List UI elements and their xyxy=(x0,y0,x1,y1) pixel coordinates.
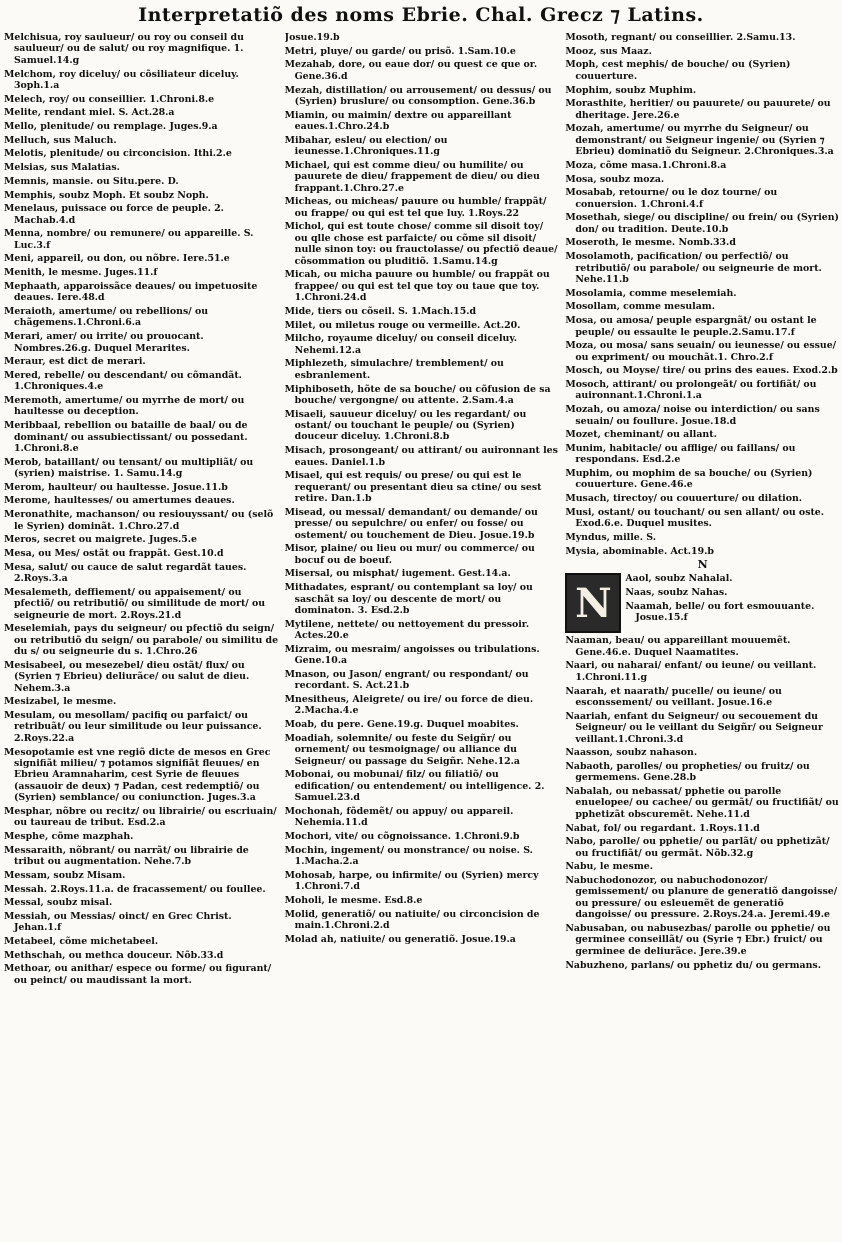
glossary-entry: Nabat, fol/ ou regardant. 1.Roys.11.d xyxy=(565,822,760,834)
glossary-entry: Mozet, cheminant/ ou allant. xyxy=(565,429,717,441)
glossary-entry: Meselemiah, pays du seigneur/ ou pfectiõ du seign/ ou retributiõ du seign/ ou parabole/ ou similitu de du s/ ou seigneurie du s. 1.Chro.26 xyxy=(4,623,279,658)
glossary-entry: Melluch, sus Maluch. xyxy=(4,134,117,146)
text-columns xyxy=(4,32,840,1238)
glossary-entry: Mosethah, siege/ ou discipline/ ou frein/ ou (Syrien) don/ ou tradition. Deute.10.b xyxy=(565,212,839,235)
column-3-entries xyxy=(565,32,840,557)
glossary-entry: Mesalemeth, deffiement/ ou appaisement/ ou pfectiõ/ ou retributiõ/ ou similitude de mort/ ou seigneurie de mort. 2.Roys.21.d xyxy=(4,586,266,621)
glossary-entry: Misead, ou messal/ demandant/ ou demande/ ou presse/ ou sepulchre/ ou enfer/ ou fosse/ ou ostement/ ou touchement de Dieu. Josue.19.b xyxy=(284,506,538,541)
glossary-entry: Moph, cest mephis/ de bouche/ ou (Syrien) couuerture. xyxy=(565,59,791,82)
glossary-entry: Metabeel, cõme michetabeel. xyxy=(4,936,159,948)
glossary-entry: Mochonah, fõdemẽt/ ou appuy/ ou appareil. Nehemia.11.d xyxy=(284,805,514,829)
glossary-entry: Aaol, soubz Nahalal. xyxy=(625,573,733,585)
glossary-entry: Mochin, ingement/ ou monstrance/ ou noise. S. 1.Macha.2.a xyxy=(284,844,533,868)
glossary-entry: Meraur, est dict de merari. xyxy=(4,356,146,368)
glossary-entry: Meremoth, amertume/ ou myrrhe de mort/ ou haultesse ou deception. xyxy=(4,395,245,418)
glossary-entry: Mithadates, esprant/ ou contemplant sa loy/ ou saschãt sa loy/ ou descente de mort/ ou dominaton. 3. Esd.2.b xyxy=(284,582,533,616)
glossary-entry: Mezahab, dore, ou eaue dor/ ou quest ce que or. Gene.36.d xyxy=(284,59,538,82)
glossary-entry: Mosch, ou Moyse/ tire/ ou prins des eaues. Exod.2.b xyxy=(565,365,838,377)
glossary-entry: Misach, prosongeant/ ou attirant/ ou auironnant les eaues. Daniel.1.b xyxy=(284,445,558,468)
glossary-entry: Melech, roy/ ou conseillier. 1.Chroni.8.e xyxy=(4,93,215,105)
glossary-entry: Meni, appareil, ou don, ou nõbre. Iere.51.e xyxy=(4,253,230,265)
glossary-entry: Naari, ou naharai/ enfant/ ou ieune/ ou veillant. 1.Chroni.11.g xyxy=(565,660,817,683)
glossary-entry: Myndus, mille. S. xyxy=(565,531,656,543)
glossary-entry: Mesulam, ou mesollam/ pacifiq ou parfaict/ ou retribuãt/ ou leur similitude ou leur puissance. 2.Roys.22.a xyxy=(4,710,262,744)
glossary-entry: Mophim, soubz Muphim. xyxy=(565,84,697,96)
glossary-entry: Methoar, ou anithar/ espece ou forme/ ou figurant/ ou peinct/ ou maudissant la mort. xyxy=(4,963,272,986)
glossary-entry: Molad ah, natiuite/ ou generatiõ. Josue.19.a xyxy=(284,933,516,945)
glossary-entry: Moab, du pere. Gene.19.g. Duquel moabites. xyxy=(284,719,519,731)
glossary-entry: Mello, plenitude/ ou remplage. Juges.9.a xyxy=(4,121,218,133)
glossary-entry: Mezah, distillation/ ou arrousement/ ou dessus/ ou (Syrien) bruslure/ ou consomption. Gene.36.b xyxy=(284,84,552,107)
glossary-entry: Merom, haulteur/ ou haultesse. Josue.11.b xyxy=(4,481,228,493)
glossary-entry: Nabuzheno, parlans/ ou pphetiz du/ ou germans. xyxy=(565,959,821,971)
glossary-entry: Menith, le mesme. Juges.11.f xyxy=(4,267,158,279)
glossary-entry: Misael, qui est requis/ ou prese/ ou qui est le requerant/ ou presentant dieu sa ctine/ ou sest retire. Dan.1.b xyxy=(284,470,542,505)
glossary-entry: Michael, qui est comme dieu/ ou humilite/ ou pauurete de dieu/ frappement de dieu/ ou dieu frappant.1.Chro.27.e xyxy=(284,159,540,194)
glossary-entry: Muphim, ou mophim de sa bouche/ ou (Syrien) couuerture. Gene.46.e xyxy=(565,468,813,491)
glossary-entry: Naamah, belle/ ou fort esmouuante. Josue.15.f xyxy=(625,600,815,624)
column-2 xyxy=(285,32,560,1238)
glossary-entry: Moseroth, le mesme. Nomb.33.d xyxy=(565,237,736,249)
glossary-entry: Milet, ou miletus rouge ou vermeille. Act.20. xyxy=(284,319,521,331)
glossary-entry: Merari, amer/ ou irrite/ ou prouocant. Nombres.26.g. Duquel Merarites. xyxy=(4,331,204,354)
glossary-entry: Mosolamoth, pacification/ ou perfectiõ/ ou retributiõ/ ou parabole/ ou seigneurie de mort. Nehe.11.b xyxy=(565,251,822,285)
glossary-entry: Mosollam, comme mesulam. xyxy=(565,301,715,313)
glossary-entry: Melchom, roy diceluy/ ou cõsiliateur diceluy. 3oph.1.a xyxy=(4,68,239,91)
glossary-entry: Morasthite, heritier/ ou pauurete/ ou pauurete/ ou dheritage. Jere.26.e xyxy=(565,98,831,121)
column-1 xyxy=(4,32,279,1238)
glossary-entry: Merome, haultesses/ ou amertumes deaues. xyxy=(4,495,235,507)
glossary-entry: Nabusaban, ou nabusezbas/ parolle ou pphetie/ ou germinee conseillãt/ ou (Syrie ⁊ Ebr.) fruict/ ou germinee de deliurãce. Jere.39.e xyxy=(565,922,831,957)
glossary-entry: Munim, habitacle/ ou afflige/ ou faillans/ ou respondans. Esd.2.e xyxy=(565,442,796,466)
glossary-entry: Musi, ostant/ ou touchant/ ou sen allant/ ou oste. Exod.6.e. Duquel musites. xyxy=(565,506,825,530)
glossary-entry: Mesa, ou Mes/ ostãt ou frappãt. Gest.10.d xyxy=(4,547,224,559)
glossary-entry: Naarah, et naarath/ pucelle/ ou ieune/ ou esconssement/ ou veillant. Josue.16.e xyxy=(565,685,782,708)
glossary-entry: Messaraith, nõbrant/ ou narrãt/ ou librairie de tribut ou augmentation. Nehe.7.b xyxy=(4,844,249,868)
glossary-entry: Mesopotamie est vne regiõ dicte de mesos en Grec signifiãt milieu/ ⁊ potamos signifiãt fleuues/ en Ebrieu Aramnaharim, cest Syrie de fleuues (assauoir de deux) ⁊ Padan, cest redemptiõ/ ou (Syrien) semblance/ ou coniunction. Juges.3.a xyxy=(4,746,271,804)
glossary-entry: Meros, secret ou maigrete. Juges.5.e xyxy=(4,534,198,546)
page-title: Interpretatiõ des noms Ebrie. Chal. Grecz ⁊ Latins. xyxy=(138,4,704,26)
glossary-entry: Meraioth, amertume/ ou rebellions/ ou chãgemens.1.Chroni.6.a xyxy=(4,305,209,329)
glossary-entry: Methschah, ou methca douceur. Nõb.33.d xyxy=(4,949,224,961)
glossary-entry: Meribbaal, rebellion ou bataille de baal/ ou de dominant/ ou assubiectissant/ ou possedant. 1.Chroni.8.e xyxy=(4,420,248,454)
glossary-entry: Mesizabel, le mesme. xyxy=(4,696,117,708)
glossary-entry: Messal, soubz misal. xyxy=(4,897,113,909)
glossary-entry: Mnason, ou Jason/ engrant/ ou respondant/ ou recordant. S. Act.21.b xyxy=(284,668,529,692)
glossary-entry: Mide, tiers ou cõseil. S. 1.Mach.15.d xyxy=(284,305,477,317)
glossary-entry: Mozah, amertume/ ou myrrhe du Seigneur/ ou demonstrant/ ou Seigneur ingenie/ ou (Syrien ⁊ Ebrieu) dominatiõ du Seigneur. 2.Chroniques.3.a xyxy=(565,123,834,158)
glossary-entry: Mohosab, harpe, ou infirmite/ ou (Syrien) mercy 1.Chroni.7.d xyxy=(284,869,539,893)
glossary-entry: Mosoch, attirant/ ou prolongeãt/ ou fortifiãt/ ou auironnant.1.Chroni.1.a xyxy=(565,379,817,402)
glossary-entry: Michol, qui est toute chose/ comme sil disoit toy/ ou qlle chose est parfaicte/ ou cõme sil disoit/ nulle sinon toy: ou frauctolasse/ ou pfectiõ deaue/ cõsommation ou pluditiõ. 1.Samu.14.g xyxy=(284,221,558,267)
glossary-entry: Metri, pluye/ ou garde/ ou prisõ. 1.Sam.10.e xyxy=(284,45,516,57)
glossary-entry: Melite, rendant miel. S. Act.28.a xyxy=(4,107,175,119)
ornate-initial-n: N xyxy=(565,573,621,633)
glossary-entry: Musach, tirectoy/ ou couuerture/ ou dilation. xyxy=(565,493,803,505)
glossary-entry: Misor, plaine/ ou lieu ou mur/ ou commerce/ ou bocuf ou de boeuf. xyxy=(284,543,535,566)
glossary-entry: Nabalah, ou nebassat/ pphetie ou parolle enuelopee/ ou cachee/ ou germãt/ ou fructifiãt/ ou pphetizãt obscuremẽt. Nehe.11.d xyxy=(565,786,839,820)
glossary-entry: Mosoth, regnant/ ou conseillier. 2.Samu.13. xyxy=(565,32,796,43)
glossary-entry: Nabuchodonozor, ou nabuchodonozor/ gemissement/ ou planure de generatiõ dangoisse/ ou pressure/ ou esleuemẽt de generatiõ dangoisse/ ou pressure. 2.Roys.24.a. Jeremi.49.e xyxy=(565,875,838,921)
glossary-entry: Josue.19.b xyxy=(284,32,340,43)
glossary-entry: Messiah, ou Messias/ oinct/ en Grec Christ. Jehan.1.f xyxy=(4,910,232,934)
glossary-entry: Melsias, sus Malatias. xyxy=(4,162,120,174)
glossary-entry: Naas, soubz Nahas. xyxy=(625,587,728,599)
glossary-entry: Mesphar, nõbre ou recitz/ ou librairie/ ou escriuain/ ou taureau de tribut. Esd.2.a xyxy=(4,805,277,829)
glossary-entry: Naasson, soubz nahason. xyxy=(565,747,698,759)
glossary-entry: Mobonai, ou mobunai/ filz/ ou filiatiõ/ ou edification/ ou entendement/ ou intelligence. 2. Samuel.23.d xyxy=(284,769,545,804)
glossary-entry: Miamin, ou maimin/ dextre ou appareillant eaues.1.Chro.24.b xyxy=(284,109,512,133)
glossary-entry: Misaeli, sauueur diceluy/ ou les regardant/ ou ostant/ ou touchant le peuple/ ou (Syrien) douceur diceluy. 1.Chroni.8.b xyxy=(284,408,527,443)
glossary-entry: Miphiboseth, hõte de sa bouche/ ou cõfusion de sa bouche/ vergongne/ ou attente. 2.Sam.4.a xyxy=(284,383,551,406)
glossary-entry: Micheas, ou micheas/ pauure ou humble/ frappãt/ ou frappe/ ou qui est tel que luy. 1.Roys.22 xyxy=(284,196,547,219)
glossary-entry: Mysia, abominable. Act.19.b xyxy=(565,545,714,557)
glossary-entry: Moza, cõme masa.1.Chroni.8.a xyxy=(565,159,727,171)
glossary-entry: Mochori, vite/ ou cõgnoissance. 1.Chroni.9.b xyxy=(284,830,520,842)
glossary-entry: Meronathite, machanson/ ou resiouyssant/ ou (selõ le Syrien) dominãt. 1.Chro.27.d xyxy=(4,509,274,532)
glossary-entry: Miphlezeth, simulachre/ tremblement/ ou esbranlement. xyxy=(284,358,504,381)
glossary-entry: Micah, ou micha pauure ou humble/ ou frappãt ou frappee/ ou qui est tel que toy ou taue que toy. 1.Chroni.24.d xyxy=(284,269,550,304)
n-entries xyxy=(565,635,840,971)
glossary-entry: Moza, ou mosa/ sans seuain/ ou ieunesse/ ou essue/ ou expriment/ ou mouchãt.1. Chro.2.f xyxy=(565,340,837,363)
glossary-entry: Mibahar, esleu/ ou election/ ou ieunesse.1.Chroniques.11.g xyxy=(284,134,448,158)
glossary-entry: Melchisua, roy saulueur/ ou roy ou conseil du saulueur/ ou de salut/ ou roy magnifique. 1. Samuel.14.g xyxy=(4,32,244,66)
glossary-entry: Mephaath, apparoissãce deaues/ ou impetuosite deaues. Iere.48.d xyxy=(4,280,258,304)
glossary-entry: Mozah, ou amoza/ noise ou interdiction/ ou sans seuain/ ou foullure. Josue.18.d xyxy=(565,404,820,427)
glossary-entry: Merob, bataillant/ ou tensant/ ou multipliãt/ ou (syrien) maistrise. 1. Samu.14.g xyxy=(4,456,254,480)
glossary-entry: Naariah, enfant du Seigneur/ ou secouement du Seigneur/ ou le veillant du Seigñr/ ou Seigneur veillant.1.Chroni.3.d xyxy=(565,710,823,745)
glossary-entry: Moholi, le mesme. Esd.8.e xyxy=(284,894,423,906)
glossary-entry: Molid, generatiõ/ ou natiuite/ ou circoncision de main.1.Chroni.2.d xyxy=(284,908,540,931)
glossary-entry: Mytilene, nettete/ ou nettoyement du pressoir. Actes.20.e xyxy=(284,618,530,642)
column-3 xyxy=(565,32,840,1238)
glossary-entry: Menelaus, puissace ou force de peuple. 2. Machab.4.d xyxy=(4,203,224,226)
glossary-entry: Mesa, salut/ ou cauce de salut regardãt taues. 2.Roys.3.a xyxy=(4,561,247,585)
glossary-entry: Mosabab, retourne/ ou le doz tourne/ ou conuersion. 1.Chroni.4.f xyxy=(565,187,778,210)
glossary-entry: Messah. 2.Roys.11.a. de fracassement/ ou foullee. xyxy=(4,883,266,895)
glossary-entry: Menna, nombre/ ou remunere/ ou appareille. S. Luc.3.f xyxy=(4,228,254,251)
glossary-entry: Memnis, mansie. ou Situ.pere. D. xyxy=(4,175,179,187)
glossary-entry: Memphis, soubz Moph. Et soubz Noph. xyxy=(4,189,209,201)
glossary-entry: Naaman, beau/ ou appareillant mouuemẽt. Gene.46.e. Duquel Naamatites. xyxy=(565,635,791,658)
glossary-entry: Mesisabeel, ou mesezebel/ dieu ostãt/ flux/ ou (Syrien ⁊ Ebrieu) deliurãce/ ou salut de dieu. Nehem.3.a xyxy=(4,659,250,694)
glossary-entry: Nabo, parolle/ ou pphetie/ ou parlãt/ ou pphetizãt/ ou fructifiãt/ ou germãt. Nõb.32.g xyxy=(565,836,830,859)
glossary-entry: Mooz, sus Maaz. xyxy=(565,45,652,57)
glossary-entry: Nabu, le mesme. xyxy=(565,861,653,873)
section-letter-n: N xyxy=(697,558,708,572)
glossary-entry: Mosa, ou amosa/ peuple espargnãt/ ou ostant le peuple/ ou essaulte le peuple.2.Samu.17.f xyxy=(565,315,817,338)
glossary-entry: Mered, rebelle/ ou descendant/ ou cõmandãt. 1.Chroniques.4.e xyxy=(4,369,242,393)
glossary-entry: Mnesitheus, Aleigrete/ ou ire/ ou force de dieu. 2.Macha.4.e xyxy=(284,693,534,717)
glossary-entry: Messam, soubz Misam. xyxy=(4,869,126,881)
glossary-entry: Mizraim, ou mesraim/ angoisses ou tribulations. Gene.10.a xyxy=(284,643,540,667)
glossary-entry: Melotis, plenitude/ ou circoncision. Ithi.2.e xyxy=(4,148,232,160)
glossary-entry: Mosolamia, comme meselemiah. xyxy=(565,287,737,299)
glossary-entry: Nabaoth, parolles/ ou propheties/ ou fruitz/ ou germemens. Gene.28.b xyxy=(565,760,810,784)
glossary-entry: Misersal, ou misphat/ iugement. Gest.14.a. xyxy=(284,568,511,580)
glossary-entry: Moadiah, solemnite/ ou feste du Seigñr/ ou ornement/ ou tesmoignage/ ou alliance du Seigneur/ ou passage du Seigñr. Nehe.12.a xyxy=(284,732,520,767)
glossary-entry: Milcho, royaume diceluy/ ou conseil diceluy. Nehemi.12.a xyxy=(284,333,517,356)
n-dropcap-block xyxy=(565,573,840,633)
n-dropcap-entries xyxy=(625,573,840,633)
glossary-entry: Mesphe, cõme mazphah. xyxy=(4,830,134,842)
glossary-entry: Mosa, soubz moza. xyxy=(565,173,665,185)
